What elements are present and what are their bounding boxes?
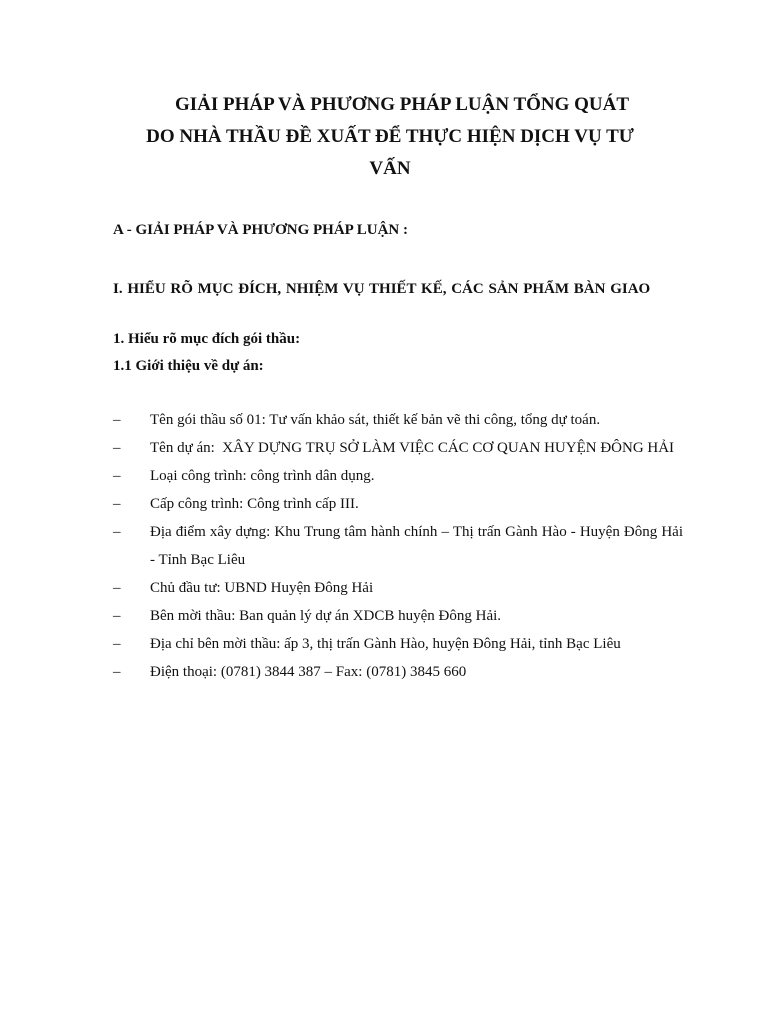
document-title <box>100 89 680 185</box>
section-a-heading: A - GIẢI PHÁP VÀ PHƯƠNG PHÁP LUẬN : <box>113 222 408 238</box>
title-line-2: DO NHÀ THẦU ĐỀ XUẤT ĐỂ THỰC HIỆN DỊCH VỤ TƯ <box>146 126 634 147</box>
list-item-text: Tên dự án: XÂY DỰNG TRỤ SỞ LÀM VIỆC CÁC CƠ QUAN HUYỆN ĐÔNG HẢI <box>150 440 675 456</box>
bullet-dash: – <box>113 524 121 540</box>
list-item <box>113 602 683 630</box>
section-i-heading: I. HIỂU RÕ MỤC ĐÍCH, NHIỆM VỤ THIẾT KẾ, CÁC SẢN PHẨM BÀN GIAO <box>113 281 651 297</box>
list-item <box>113 518 683 574</box>
list-item <box>113 406 683 434</box>
list-item-text: Chủ đầu tư: UBND Huyện Đông Hải <box>150 580 374 596</box>
bullet-dash: – <box>113 636 121 652</box>
list-item-text: Địa điểm xây dựng: Khu Trung tâm hành chính – Thị trấn Gành Hào - Huyện Đông Hải - Tỉnh Bạc Liêu <box>150 524 683 568</box>
bullet-dash: – <box>113 580 121 596</box>
list-item <box>113 658 683 686</box>
project-info-list <box>113 406 683 686</box>
bullet-dash: – <box>113 468 121 484</box>
list-item <box>113 434 683 462</box>
list-item-text: Tên gói thầu số 01: Tư vấn khảo sát, thiết kế bản vẽ thi công, tổng dự toán. <box>150 412 601 428</box>
bullet-dash: – <box>113 412 121 428</box>
list-item-text: Địa chỉ bên mời thầu: ấp 3, thị trấn Gành Hào, huyện Đông Hải, tỉnh Bạc Liêu <box>150 636 621 652</box>
list-item <box>113 490 683 518</box>
list-item <box>113 462 683 490</box>
list-item-text: Điện thoại: (0781) 3844 387 – Fax: (0781) 3845 660 <box>150 664 467 680</box>
subsection-1-heading: 1. Hiểu rõ mục đích gói thầu: <box>113 331 301 347</box>
list-item-text: Bên mời thầu: Ban quản lý dự án XDCB huyện Đông Hải. <box>150 608 502 624</box>
title-line-3: VẤN <box>369 158 411 179</box>
list-item-text: Cấp công trình: Công trình cấp III. <box>150 496 359 512</box>
bullet-dash: – <box>113 496 121 512</box>
title-line-1: GIẢI PHÁP VÀ PHƯƠNG PHÁP LUẬN TỔNG QUÁT <box>174 94 630 115</box>
list-item-text: Loại công trình: công trình dân dụng. <box>150 468 375 484</box>
bullet-dash: – <box>113 608 121 624</box>
list-item <box>113 574 683 602</box>
list-item <box>113 630 683 658</box>
subsection-1-1-heading: 1.1 Giới thiệu về dự án: <box>113 358 264 374</box>
bullet-dash: – <box>113 440 121 456</box>
bullet-dash: – <box>113 664 121 680</box>
